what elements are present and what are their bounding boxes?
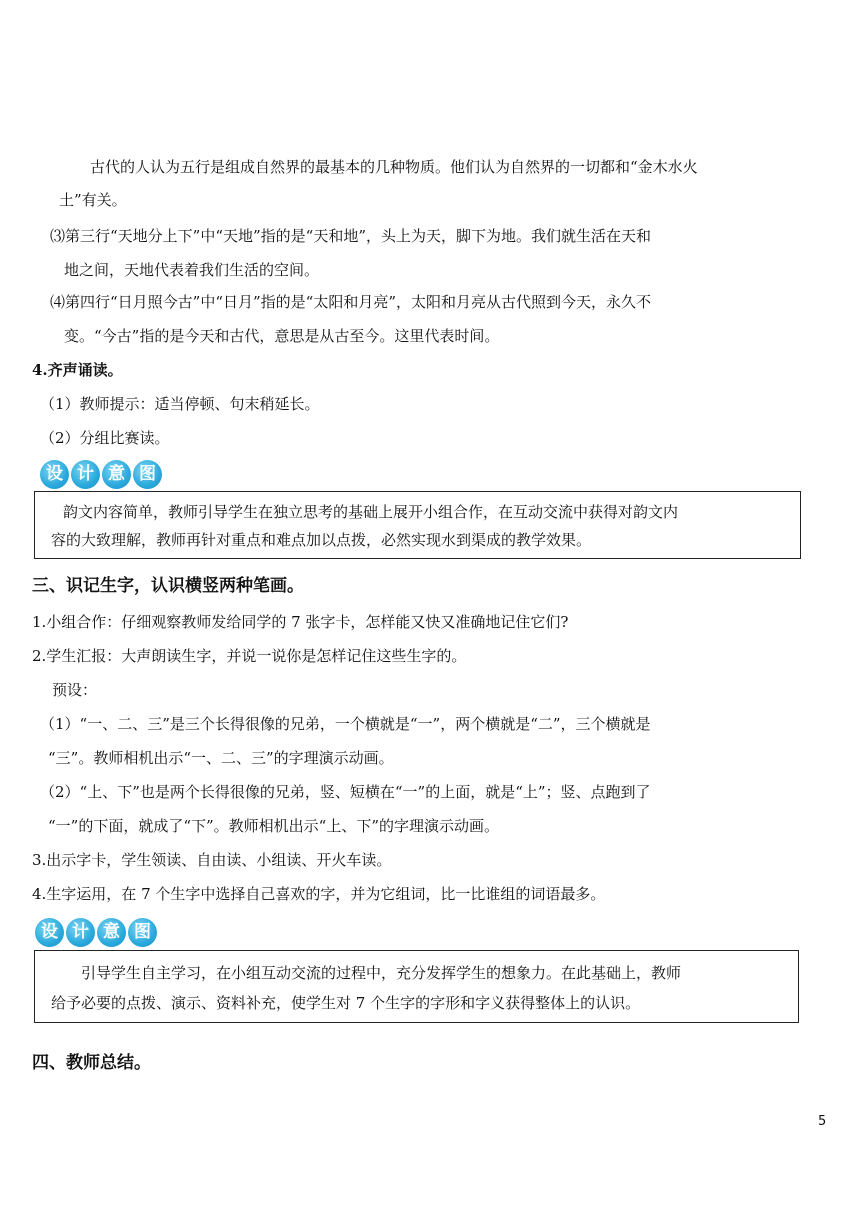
wuxing-line-2: 土”有关。 [59, 191, 127, 209]
preset-1-line-1: （1）“一、二、三”是三个长得很像的兄弟，一个横就是“一”，两个横就是“二”，三个横就是 [40, 715, 651, 733]
badge-char: 图 [133, 460, 162, 489]
design-box-2-line-1: 引导学生自主学习，在小组互动交流的过程中，充分发挥学生的想象力。在此基础上，教师 [81, 964, 682, 982]
preset-label: 预设： [52, 681, 98, 699]
item-3-line-1: ⑶第三行“天地分上下”中“天地”指的是“天和地”，头上为天，脚下为地。我们就生活在天和 [50, 227, 652, 245]
page-number: 5 [818, 1114, 827, 1129]
section-3-step-4: 4.生字运用，在 7 个生字中选择自己喜欢的字，并为它组词，比一比谁组的词语最多。 [32, 885, 606, 903]
design-box-1-line-1: 韵文内容简单，教师引导学生在独立思考的基础上展开小组合作，在互动交流中获得对韵文内 [63, 503, 679, 521]
badge-char: 图 [128, 918, 157, 947]
preset-2-line-1: （2）“上、下”也是两个长得很像的兄弟，竖、短横在“一”的上面，就是“上”；竖、点跑到了 [40, 783, 651, 801]
design-box-1-line-2: 容的大致理解，教师再针对重点和难点加以点拨，必然实现水到渠成的教学效果。 [51, 531, 592, 549]
step-4-sub-2: （2）分组比赛读。 [40, 429, 170, 447]
item-4-line-1: ⑷第四行“日月照今古”中“日月”指的是“太阳和月亮”，太阳和月亮从古代照到今天，永久不 [50, 293, 652, 311]
preset-1-line-2: “三”。教师相机出示“一、二、三”的字理演示动画。 [48, 749, 394, 767]
design-intent-box [34, 491, 801, 559]
item-3-line-2: 地之间，天地代表着我们生活的空间。 [64, 261, 320, 279]
section-3-step-1: 1.小组合作：仔细观察教师发给同学的 7 张字卡，怎样能又快又准确地记住它们? [32, 613, 569, 631]
badge-char: 意 [102, 460, 131, 489]
item-4-line-2: 变。“今古”指的是今天和古代，意思是从古至今。这里代表时间。 [64, 327, 500, 345]
badge-char: 设 [35, 918, 64, 947]
step-4-sub-1: （1）教师提示：适当停顿、句末稍延长。 [40, 395, 320, 413]
preset-2-line-2: “一”的下面，就成了“下”。教师相机出示“上、下”的字理演示动画。 [48, 817, 500, 835]
wuxing-line-1: 古代的人认为五行是组成自然界的最基本的几种物质。他们认为自然界的一切都和“金木水火 [90, 158, 698, 176]
section-3-step-3: 3.出示字卡，学生领读、自由读、小组读、开火车读。 [32, 851, 392, 869]
section-3-heading: 三、识记生字，认识横竖两种笔画。 [32, 576, 304, 596]
design-intent-box [34, 950, 799, 1023]
design-box-2-line-2: 给予必要的点拨、演示、资料补充，使学生对 7 个生字的字形和字义获得整体上的认识。 [51, 994, 641, 1012]
section-4-heading: 四、教师总结。 [32, 1053, 151, 1073]
badge-char: 计 [66, 918, 95, 947]
badge-char: 意 [97, 918, 126, 947]
badge-char: 计 [71, 460, 100, 489]
section-3-step-2: 2.学生汇报：大声朗读生字，并说一说你是怎样记住这些生字的。 [32, 647, 467, 665]
badge-char: 设 [40, 460, 69, 489]
design-intent-badge [40, 460, 162, 489]
step-4-title: 4.齐声诵读。 [32, 361, 123, 379]
design-intent-badge [35, 918, 157, 947]
